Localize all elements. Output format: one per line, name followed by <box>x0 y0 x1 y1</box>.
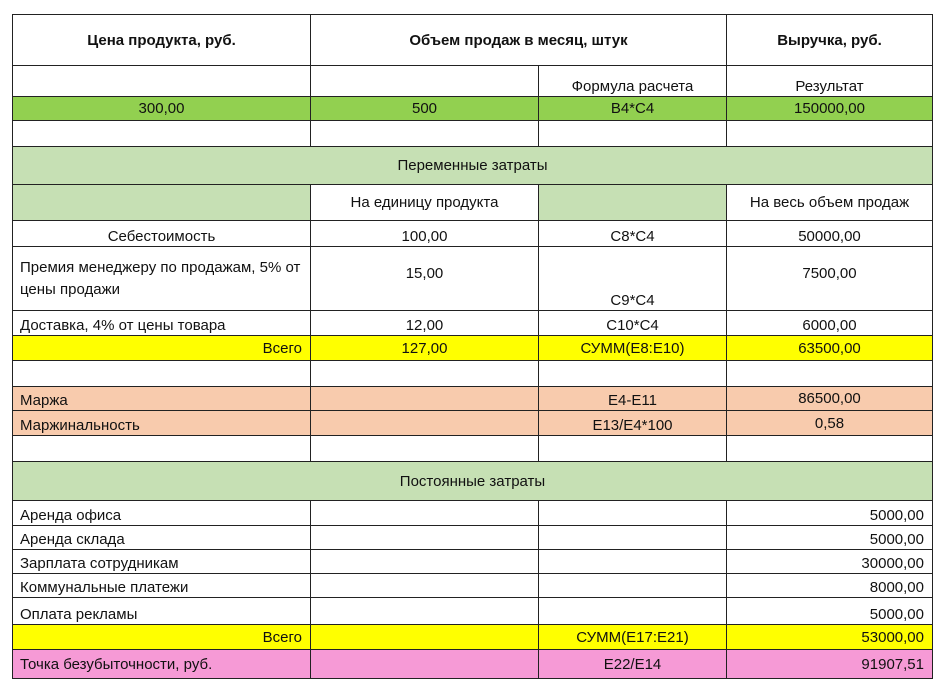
breakeven-formula: E22/E14 <box>538 649 727 679</box>
input-volume: 500 <box>310 96 539 121</box>
fixed-row-label: Аренда склада <box>12 525 311 550</box>
variable-row-label: Себестоимость <box>12 220 311 247</box>
blank-cell <box>538 360 727 387</box>
margin-label: Маржа <box>12 386 311 411</box>
blank-cell <box>12 120 311 147</box>
header-price: Цена продукта, руб. <box>12 14 311 66</box>
margin-formula: E4-E11 <box>538 386 727 411</box>
blank-cell <box>310 525 539 550</box>
breakeven-value: 91907,51 <box>726 649 933 679</box>
variable-row-unit: 100,00 <box>310 220 539 247</box>
input-result: 150000,00 <box>726 96 933 121</box>
header-revenue: Выручка, руб. <box>726 14 933 66</box>
variable-subheader-empty <box>12 184 311 221</box>
blank-cell <box>310 597 539 625</box>
header-volume: Объем продаж в месяц, штук <box>310 14 727 66</box>
margin-value: 86500,00 <box>726 386 933 411</box>
subheader-empty <box>12 65 311 97</box>
variable-sum-unit: 127,00 <box>310 335 539 361</box>
margin-ratio-label: Маржинальность <box>12 410 311 436</box>
fixed-row-total: 30000,00 <box>726 549 933 574</box>
blank-cell <box>310 573 539 598</box>
fixed-sum-label: Всего <box>12 624 311 650</box>
variable-row-total: 7500,00 <box>726 246 933 311</box>
variable-row-total: 6000,00 <box>726 310 933 336</box>
fixed-row-total: 5000,00 <box>726 597 933 625</box>
fixed-row-total: 5000,00 <box>726 500 933 526</box>
breakeven-empty <box>310 649 539 679</box>
blank-cell <box>538 500 727 526</box>
blank-cell <box>12 435 311 462</box>
fixed-row-label: Коммунальные платежи <box>12 573 311 598</box>
margin-ratio-empty <box>310 410 539 436</box>
blank-cell <box>310 500 539 526</box>
breakeven-label: Точка безубыточности, руб. <box>12 649 311 679</box>
input-formula: B4*C4 <box>538 96 727 121</box>
margin-ratio-formula: E13/E4*100 <box>538 410 727 436</box>
variable-row-unit: 12,00 <box>310 310 539 336</box>
blank-cell <box>12 360 311 387</box>
margin-empty <box>310 386 539 411</box>
variable-sum-total: 63500,00 <box>726 335 933 361</box>
variable-row-label: Премия менеджеру по продажам, 5% от цены продажи <box>12 246 311 311</box>
variable-sum-label: Всего <box>12 335 311 361</box>
blank-cell <box>538 573 727 598</box>
blank-cell <box>538 120 727 147</box>
blank-cell <box>538 525 727 550</box>
blank-cell <box>310 360 539 387</box>
blank-cell <box>310 549 539 574</box>
fixed-row-total: 5000,00 <box>726 525 933 550</box>
per-unit-header: На единицу продукта <box>310 184 539 221</box>
variable-row-formula: C10*C4 <box>538 310 727 336</box>
blank-cell <box>726 120 933 147</box>
subheader-empty <box>310 65 539 97</box>
variable-sum-formula: СУММ(E8:E10) <box>538 335 727 361</box>
blank-cell <box>310 120 539 147</box>
blank-cell <box>726 360 933 387</box>
blank-cell <box>538 435 727 462</box>
subheader-formula: Формула расчета <box>538 65 727 97</box>
variable-row-label: Доставка, 4% от цены товара <box>12 310 311 336</box>
blank-cell <box>726 435 933 462</box>
fixed-row-label: Зарплата сотрудникам <box>12 549 311 574</box>
variable-row-unit: 15,00 <box>310 246 539 311</box>
fixed-sum-empty <box>310 624 539 650</box>
variable-row-total: 50000,00 <box>726 220 933 247</box>
input-price: 300,00 <box>12 96 311 121</box>
fixed-costs-title: Постоянные затраты <box>12 461 933 501</box>
blank-cell <box>310 435 539 462</box>
subheader-result: Результат <box>726 65 933 97</box>
blank-cell <box>538 597 727 625</box>
margin-ratio-value: 0,58 <box>726 410 933 436</box>
spreadsheet-table <box>12 14 933 679</box>
fixed-sum-total: 53000,00 <box>726 624 933 650</box>
fixed-sum-formula: СУММ(E17:E21) <box>538 624 727 650</box>
variable-costs-title: Переменные затраты <box>12 146 933 185</box>
variable-row-formula: C9*C4 <box>538 246 727 311</box>
blank-cell <box>538 549 727 574</box>
variable-subheader-empty <box>538 184 727 221</box>
variable-row-formula: C8*C4 <box>538 220 727 247</box>
fixed-row-label: Аренда офиса <box>12 500 311 526</box>
fixed-row-label: Оплата рекламы <box>12 597 311 625</box>
total-volume-header: На весь объем продаж <box>726 184 933 221</box>
fixed-row-total: 8000,00 <box>726 573 933 598</box>
